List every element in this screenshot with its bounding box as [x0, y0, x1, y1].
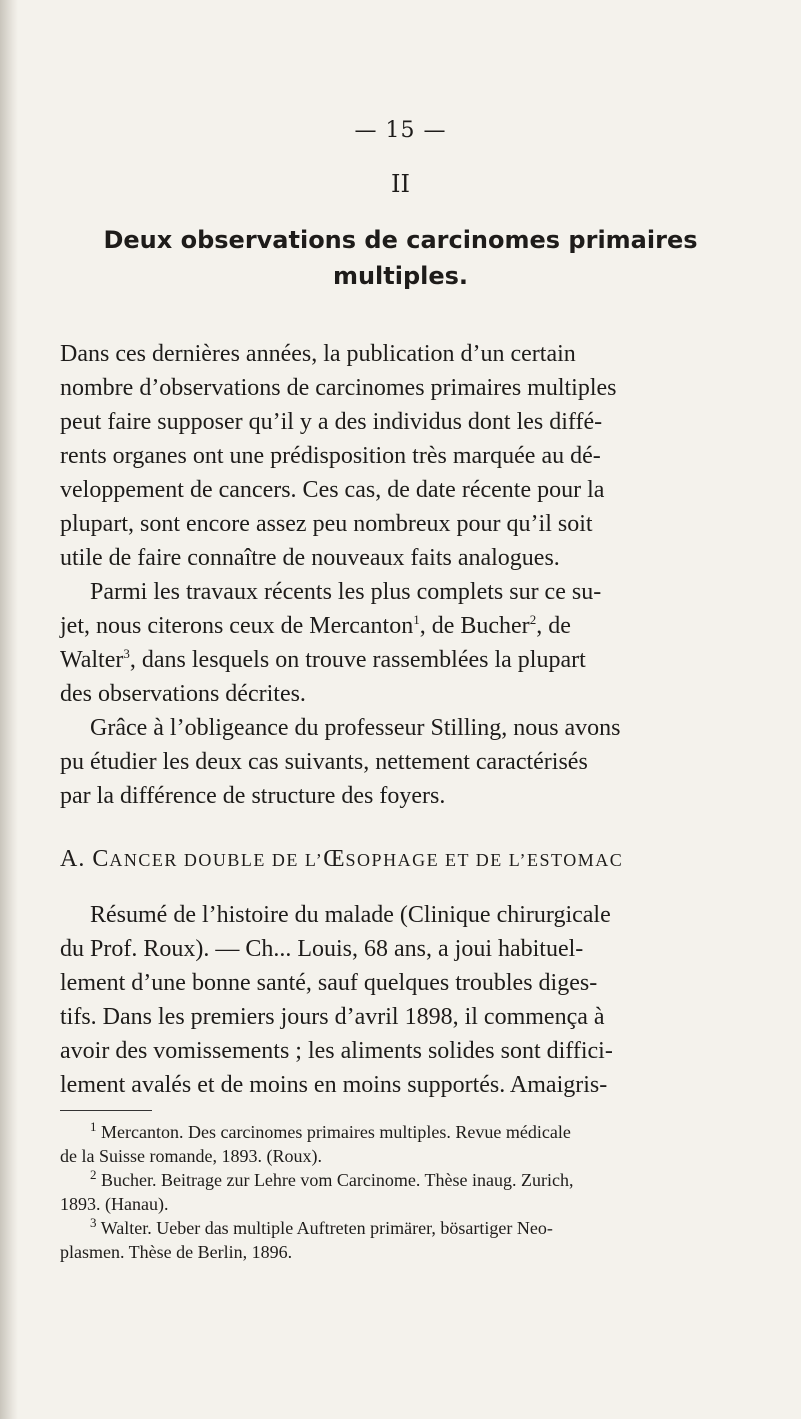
paragraph-3-line-1: Grâce à l’obligeance du professeur Stilling, nous avons: [90, 715, 621, 741]
footnote-1-line-2: de la Suisse romande, 1893. (Roux).: [60, 1146, 322, 1166]
paragraph-1-line-1: Dans ces dernières années, la publication d’un certain: [60, 341, 576, 367]
section-rest-1: ANCER DOUBLE DE L’: [109, 850, 324, 870]
section-letter: A.: [60, 846, 86, 872]
paragraph-2-line-3-b: , dans lesquels on trouve rassemblées la plupart: [129, 647, 586, 673]
page-edge-shadow: [0, 0, 18, 1419]
footnote-ref-3: 3: [123, 646, 130, 661]
section-cap-2: Œ: [323, 846, 346, 872]
section-heading: [60, 846, 623, 873]
footnote-1-line-1: [90, 1120, 571, 1144]
footnote-2-text-1: Bucher. Beitrage zur Lehre vom Carcinome. Thèse inaug. Zurich,: [101, 1170, 574, 1190]
paragraph-4-line-5: avoir des vomissements ; les aliments solides sont diffici-: [60, 1038, 613, 1064]
paragraph-2-line-3-a: Walter: [60, 647, 124, 673]
footnote-1-text-1: Mercanton. Des carcinomes primaires multiples. Revue médicale: [101, 1122, 571, 1142]
paragraph-4-line-3: lement d’une bonne santé, sauf quelques troubles diges-: [60, 970, 598, 996]
paragraph-2-line-2-c: , de: [536, 613, 571, 639]
paragraph-2-line-2: [60, 609, 571, 643]
chapter-number: II: [391, 170, 410, 198]
paragraph-3-line-3: par la différence de structure des foyers.: [60, 783, 446, 809]
paragraph-4-line-2: du Prof. Roux). — Ch... Louis, 68 ans, a joui habituel-: [60, 936, 584, 962]
footnote-3-mark: 3: [90, 1215, 97, 1230]
paragraph-3-line-2: pu étudier les deux cas suivants, nettement caractérisés: [60, 749, 588, 775]
footnote-ref-1: 1: [413, 612, 420, 627]
chapter-title-line-2: multiples.: [332, 262, 469, 290]
footnote-3-line-2: plasmen. Thèse de Berlin, 1896.: [60, 1242, 293, 1262]
paragraph-1-line-3: peut faire supposer qu’il y a des individus dont les diffé-: [60, 409, 603, 435]
paragraph-2-line-1: Parmi les travaux récents les plus complets sur ce su-: [90, 579, 602, 605]
paragraph-4-line-4: tifs. Dans les premiers jours d’avril 1898, il commença à: [60, 1004, 605, 1030]
paragraph-2-line-2-b: , de Bucher: [419, 613, 530, 639]
chapter-title: [0, 222, 801, 294]
paragraph-2-line-4: des observations décrites.: [60, 681, 306, 707]
paragraph-1-line-5: veloppement de cancers. Ces cas, de date récente pour la: [60, 477, 605, 503]
paragraph-4-line-6: lement avalés et de moins en moins supportés. Amaigris-: [60, 1072, 608, 1098]
paragraph-2-line-2-a: jet, nous citerons ceux de Mercanton: [60, 613, 414, 639]
footnote-3-line-1: [90, 1216, 553, 1240]
paragraph-1-line-2: nombre d’observations de carcinomes primaires multiples: [60, 375, 617, 401]
page-number: — 15 —: [354, 118, 447, 143]
paragraph-1-line-4: rents organes ont une prédisposition très marquée au dé-: [60, 443, 601, 469]
footnote-ref-2: 2: [529, 612, 537, 627]
footnote-3-text-1: Walter. Ueber das multiple Auftreten primärer, bösartiger Neo-: [100, 1218, 553, 1238]
paragraph-1-line-7: utile de faire connaître de nouveaux faits analogues.: [60, 545, 560, 571]
paragraph-1-line-6: plupart, sont encore assez peu nombreux pour qu’il soit: [60, 511, 593, 537]
footnote-2-line-2: 1893. (Hanau).: [60, 1194, 169, 1214]
chapter-title-line-1: Deux observations de carcinomes primaires: [103, 226, 698, 254]
footnote-2-line-1: [90, 1168, 574, 1192]
footnote-2-mark: 2: [90, 1167, 97, 1182]
footnote-rule: [60, 1110, 152, 1111]
section-cap-1: C: [92, 846, 110, 872]
paragraph-2-line-3: [60, 643, 586, 677]
paragraph-4-line-1: Résumé de l’histoire du malade (Clinique chirurgicale: [90, 902, 611, 928]
footnote-1-mark: 1: [90, 1119, 97, 1134]
section-rest-2: SOPHAGE ET DE L’ESTOMAC: [345, 850, 624, 870]
